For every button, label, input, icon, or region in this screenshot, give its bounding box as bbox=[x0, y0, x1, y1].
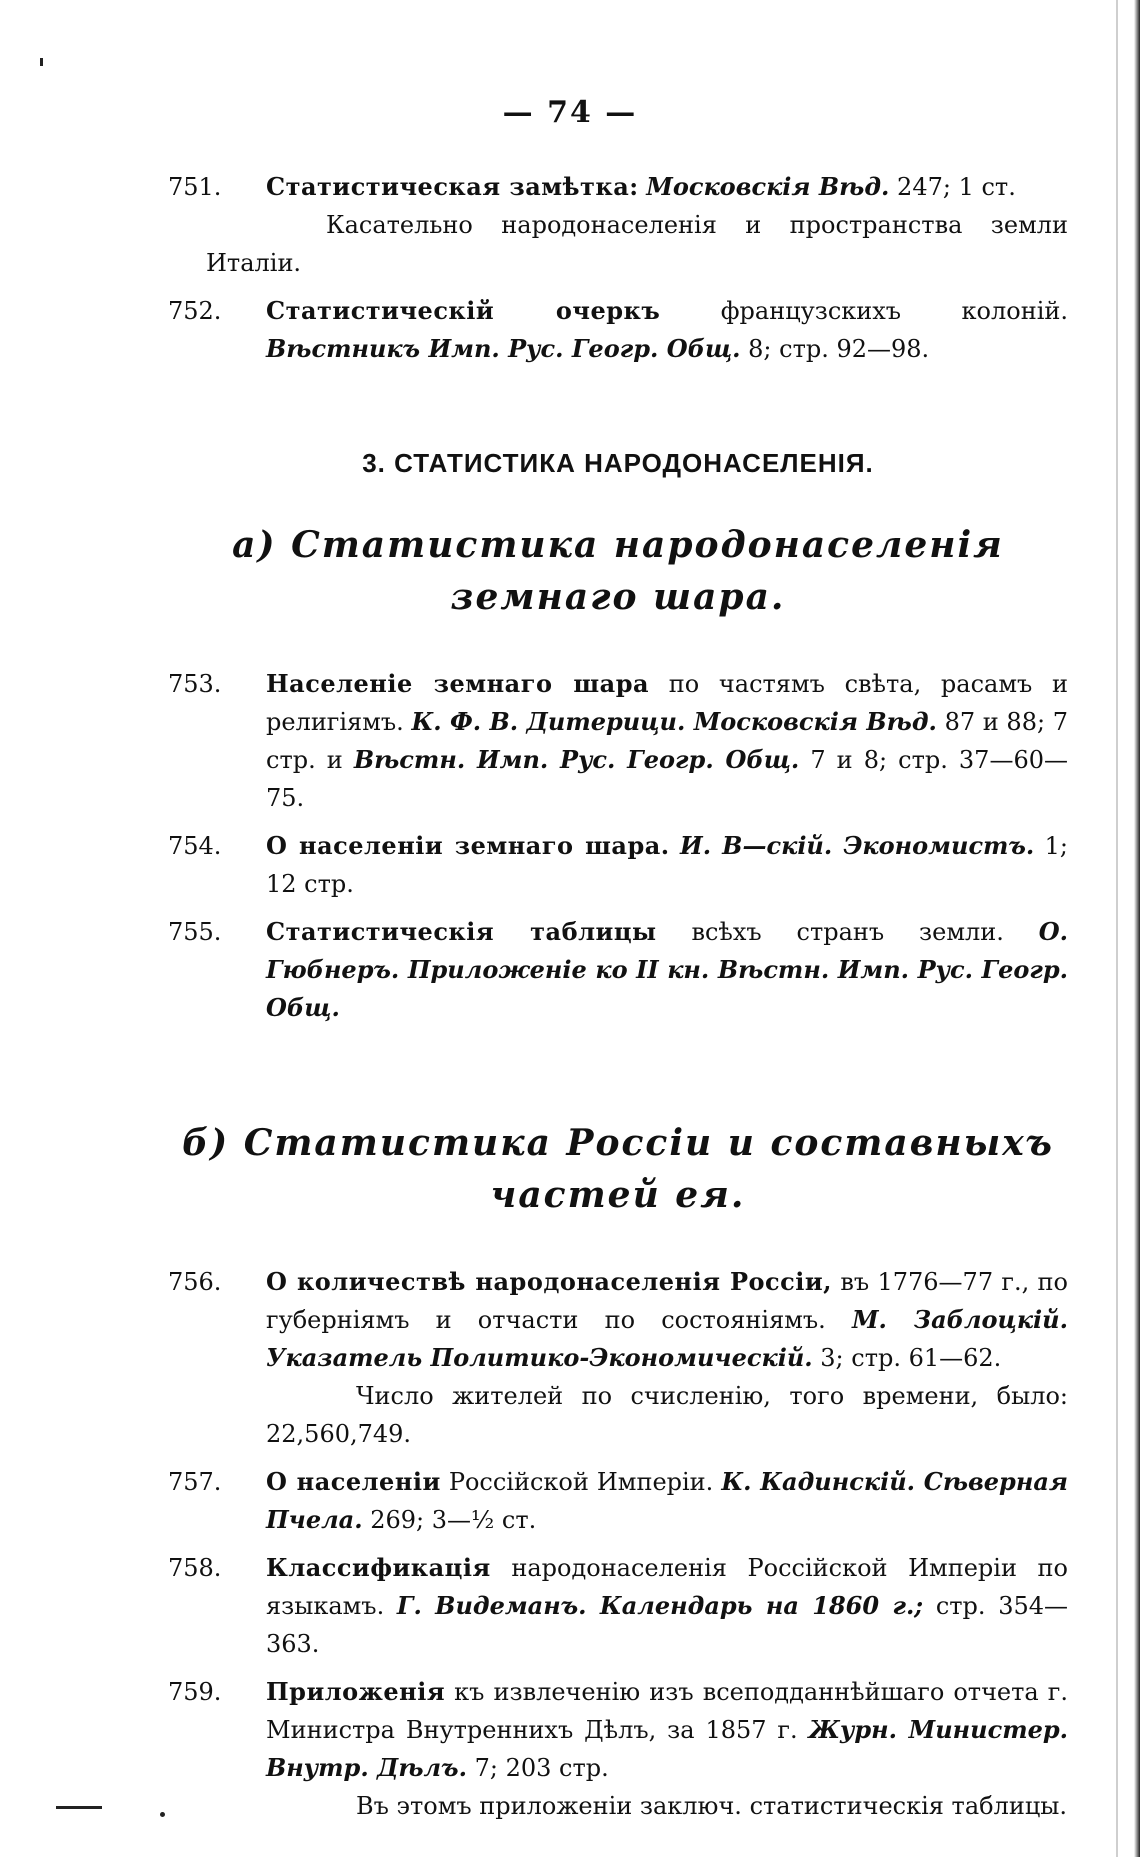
entry-755 bbox=[168, 913, 1068, 1027]
subsection-heading-b: б) Статистика Россіи и составныхъ частей ея. bbox=[182, 1122, 1054, 1216]
entry-reference: 3; стр. 61—62. bbox=[820, 1344, 1002, 1372]
entry-reference: 87 и 88; 7 стр. и bbox=[266, 708, 1068, 774]
entry-body bbox=[266, 1463, 1068, 1539]
entry-reference: 247; 1 ст. bbox=[897, 173, 1016, 201]
entry-758 bbox=[168, 1549, 1068, 1663]
scan-dash bbox=[56, 1806, 102, 1809]
subsection-heading-a: а) Статистика народонаселенія земнаго шара. bbox=[232, 524, 1004, 618]
entry-reference: стр. 354—363. bbox=[266, 1592, 1068, 1658]
entry-source-2: Вѣстн. Имп. Рус. Геогр. Общ. bbox=[353, 745, 800, 774]
entry-note: Число жителей по счисленію, того времени, было: 22,560,749. bbox=[266, 1382, 1068, 1448]
entry-source: Вѣстникъ Имп. Рус. Геогр. Общ. bbox=[266, 334, 741, 363]
entry-title: Статистическій очеркъ bbox=[266, 296, 661, 325]
entry-reference: 1; 12 стр. bbox=[266, 832, 1068, 898]
entry-source: Г. Видеманъ. Календарь на 1860 г.; bbox=[396, 1591, 924, 1620]
scan-speck bbox=[40, 58, 43, 66]
entry-number: 757. bbox=[168, 1468, 222, 1496]
page-number: — 74 — bbox=[502, 95, 638, 130]
entry-body bbox=[266, 827, 1068, 903]
entry-body bbox=[266, 913, 1068, 1027]
entry-reference: 7; 203 стр. bbox=[474, 1754, 609, 1782]
entry-description: къ извлеченію изъ всеподданнѣйшаго отчета г. Министра Внутреннихъ Дѣлъ, за 1857 г. bbox=[266, 1678, 1068, 1744]
entry-reference-2: 7 и 8; стр. 37—60—75. bbox=[266, 746, 1068, 812]
entry-reference: 8; стр. 92—98. bbox=[748, 335, 930, 363]
entry-number: 751. bbox=[168, 173, 222, 201]
entry-source: Московскія Вѣд. bbox=[646, 172, 890, 201]
entry-number: 755. bbox=[168, 918, 222, 946]
entry-752 bbox=[168, 292, 1068, 368]
entry-751 bbox=[168, 168, 1068, 282]
entry-note: Касательно народонаселенія и пространства земли Италіи. bbox=[206, 211, 1068, 277]
entry-title: О населеніи bbox=[266, 1467, 441, 1496]
entry-description: французскихъ колоній. bbox=[720, 297, 1068, 325]
entry-title: Статистическая замѣтка: bbox=[266, 172, 639, 201]
entry-body bbox=[266, 1263, 1068, 1453]
page-edge-shadow bbox=[1134, 0, 1140, 1857]
page-edge-line bbox=[1116, 0, 1118, 1857]
entry-note: Въ этомъ приложеніи заключ. статистическія таблицы. bbox=[356, 1792, 1067, 1820]
entry-source: И. В—скій. Экономистъ. bbox=[680, 831, 1035, 860]
entry-source: Журн. Министер. Внутр. Дѣлъ. bbox=[266, 1715, 1069, 1782]
entry-754 bbox=[168, 827, 1068, 903]
entry-title: О населеніи земнаго шара. bbox=[266, 831, 670, 860]
entry-description: всѣхъ странъ земли. bbox=[691, 918, 1004, 946]
entry-title: Приложенія bbox=[266, 1677, 446, 1706]
entry-number: 759. bbox=[168, 1678, 222, 1706]
entry-title: О количествѣ народонаселенія Россіи, bbox=[266, 1267, 833, 1296]
entry-number: 758. bbox=[168, 1554, 222, 1582]
entry-body bbox=[266, 292, 1068, 368]
entry-title: Классификація bbox=[266, 1553, 491, 1582]
entry-number: 754. bbox=[168, 832, 222, 860]
entry-description: Россійской Имперіи. bbox=[448, 1468, 714, 1496]
entry-number: 753. bbox=[168, 670, 222, 698]
entry-description: въ 1776—77 г., по губерніямъ и отчасти по состояніямъ. bbox=[266, 1268, 1068, 1334]
entry-reference: 269; 3—½ ст. bbox=[370, 1506, 537, 1534]
entry-title: Населеніе земнаго шара bbox=[266, 669, 650, 698]
entry-body bbox=[266, 665, 1068, 817]
entry-body bbox=[266, 1549, 1068, 1663]
entry-757 bbox=[168, 1463, 1068, 1539]
entry-source: К. Кадинскій. Сѣверная Пчела. bbox=[266, 1467, 1068, 1534]
scan-dot bbox=[160, 1812, 165, 1817]
entry-source: М. Заблоцкій. Указатель Политико-Экономическій. bbox=[266, 1305, 1068, 1372]
entry-body bbox=[266, 1673, 1068, 1825]
entry-number: 756. bbox=[168, 1268, 222, 1296]
entry-753 bbox=[168, 665, 1068, 817]
entry-body bbox=[206, 168, 1068, 282]
entry-number: 752. bbox=[168, 297, 222, 325]
entry-description: по частямъ свѣта, расамъ и религіямъ. bbox=[266, 670, 1068, 736]
page-content bbox=[168, 168, 1068, 1835]
entry-759 bbox=[168, 1673, 1068, 1825]
entry-source: О. Гюбнеръ. Приложеніе ко II кн. Вѣстн. Имп. Рус. Геогр. Общ. bbox=[266, 917, 1068, 1022]
entry-description: народонаселенія Россійской Имперіи по языкамъ. bbox=[266, 1554, 1068, 1620]
entry-title: Статистическія таблицы bbox=[266, 917, 657, 946]
section-heading: 3. СТАТИСТИКА НАРОДОНАСЕЛЕНІЯ. bbox=[362, 448, 874, 478]
entry-source: К. Ф. В. Дитерици. Московскія Вѣд. bbox=[411, 707, 937, 736]
entry-756 bbox=[168, 1263, 1068, 1453]
